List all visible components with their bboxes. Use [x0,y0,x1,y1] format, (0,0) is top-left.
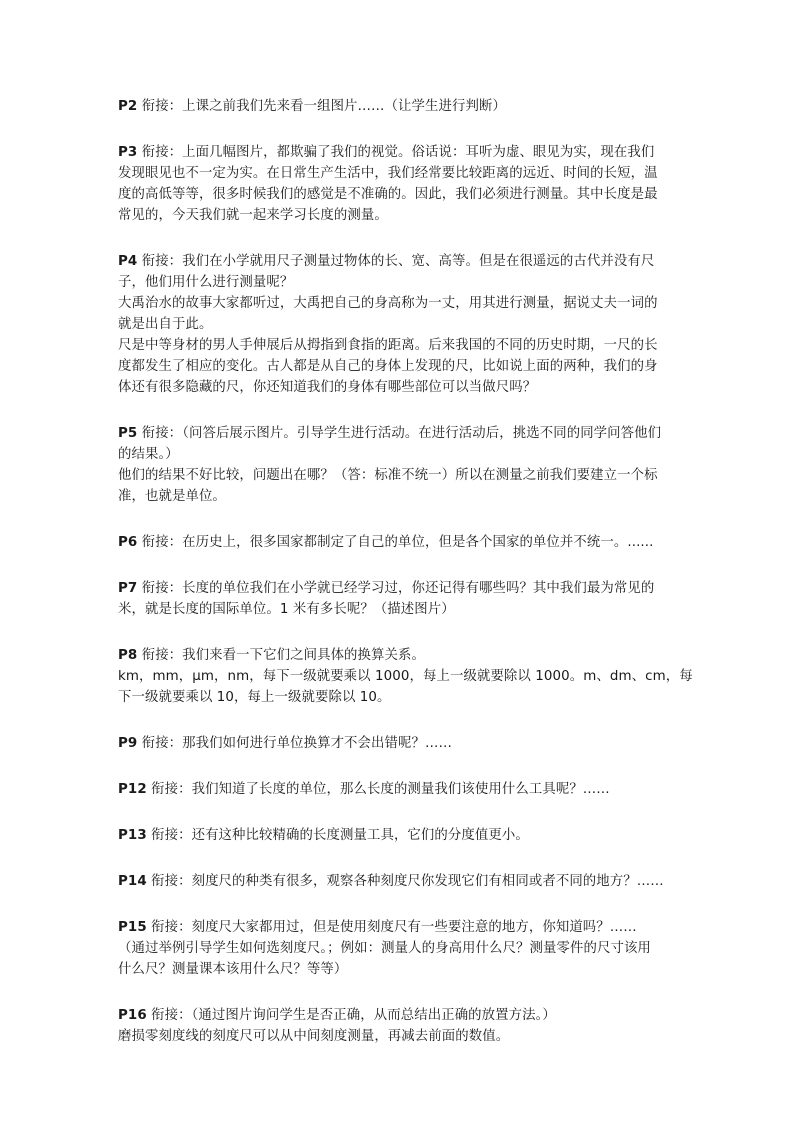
paragraph-p8 [118,645,693,708]
slide-label: P4 [118,254,138,269]
text-line [118,825,678,846]
text-content: 衔接：我们知道了长度的单位，那么长度的测量我们该使用什么工具呢？…… [151,782,610,797]
paragraph-p7 [118,578,678,620]
paragraph-p14 [118,871,678,892]
text-line [118,251,678,272]
text-line: 什么尺？测量课本该用什么尺？等等） [118,962,348,977]
slide-label: P14 [118,874,147,889]
text-line: 常见的，今天我们就一起来学习长度的测量。 [118,208,388,223]
text-content: 衔接：刻度尺大家都用过，但是使用刻度尺有一些要注意的地方，你知道吗？…… [151,920,637,935]
paragraph-p12 [118,779,678,800]
text-content: 衔接：（问答后展示图片。引导学生进行活动。在进行活动后，挑选不同的同学问答他们 [141,426,662,441]
slide-label: P6 [118,535,138,550]
text-line: 的结果。） [118,447,179,462]
paragraph-p3 [118,142,678,226]
text-line [118,733,678,754]
text-line: 子，他们用什么进行测量呢？ [118,275,294,290]
text-line: 下一级就要乘以 10，每上一级就要除以 10。 [118,690,391,705]
text-content: 衔接：我们在小学就用尺子测量过物体的长、宽、高等。但是在很遥远的古代并没有尺 [141,254,655,269]
text-line [118,532,678,553]
text-content: 衔接：（通过图片询问学生是否正确，从而总结出正确的放置方法。） [151,1008,556,1023]
text-line [118,645,678,666]
text-line [118,96,678,117]
text-content: 衔接：在历史上，很多国家都制定了自己的单位，但是各个国家的单位并不统一。...... [141,535,654,550]
text-content: 衔接：长度的单位我们在小学就已经学习过，你还记得有哪些吗？其中我们最为常见的 [141,581,655,596]
text-line: 发现眼见也不一定为实。在日常生产生活中，我们经常要比较距离的远近、时间的长短，温 [118,166,658,181]
text-line [118,578,678,599]
text-line: 就是出自于此。 [118,317,213,332]
paragraph-p2 [118,96,678,117]
paragraph-p6 [118,532,678,553]
slide-label: P13 [118,828,147,843]
paragraph-p4 [118,251,678,398]
slide-label: P16 [118,1008,147,1023]
slide-label: P2 [118,99,138,114]
paragraph-p13 [118,825,678,846]
text-line: 准，也就是单位。 [118,489,226,504]
text-line: 米，就是长度的国际单位。1 米有多长呢？（描述图片） [118,602,455,617]
text-content: 衔接：上课之前我们先来看一组图片……（让学生进行判断） [141,99,506,114]
slide-label: P12 [118,782,147,797]
document-body [118,96,693,1072]
text-line: km，mm，μm，nm，每下一级就要乘以 1000，每上一级就要除以 1000。m、dm、cm，每 [118,669,693,684]
text-line: 磨损零刻度线的刻度尺可以从中间刻度测量，再减去前面的数值。 [118,1029,510,1044]
paragraph-p5 [118,423,678,507]
slide-label: P7 [118,581,138,596]
text-content: 衔接：还有这种比较精确的长度测量工具，它们的分度值更小。 [151,828,529,843]
text-line: 尺是中等身材的男人手伸展后从拇指到食指的距离。后来我国的不同的历史时期，一尺的长 [118,338,658,353]
text-line [118,142,678,163]
text-content: 衔接：刻度尺的种类有很多，观察各种刻度尺你发现它们有相同或者不同的地方？…… [151,874,664,889]
text-line [118,1005,678,1026]
slide-label: P15 [118,920,147,935]
text-line: （通过举例引导学生如何选刻度尺。；例如：测量人的身高用什么尺？测量零件的尺寸该用 [118,941,651,956]
text-content: 衔接：我们来看一下它们之间具体的换算关系。 [141,648,426,663]
slide-label: P9 [118,736,138,751]
text-line [118,871,678,892]
text-line [118,917,678,938]
paragraph-p9 [118,733,678,754]
slide-label: P3 [118,145,138,160]
paragraph-p15 [118,917,678,980]
text-line: 体还有很多隐藏的尺，你还知道我们的身体有哪些部位可以当做尺吗？ [118,380,537,395]
text-line: 他们的结果不好比较，问题出在哪？（答：标准不统一）所以在测量之前我们要建立一个标 [118,468,658,483]
text-line: 大禹治水的故事大家都听过，大禹把自己的身高称为一丈，用其进行测量，据说丈夫一词的 [118,296,658,311]
text-line [118,423,678,444]
slide-label: P5 [118,426,138,441]
text-line [118,779,678,800]
text-content: 衔接：上面几幅图片，都欺骗了我们的视觉。俗话说：耳听为虚、眼见为实，现在我们 [141,145,655,160]
slide-label: P8 [118,648,138,663]
text-content: 衔接：那我们如何进行单位换算才不会出错呢？…… [141,736,452,751]
text-line: 度都发生了相应的变化。古人都是从自己的身体上发现的尺，比如说上面的两种，我们的身 [118,359,658,374]
text-line: 度的高低等等，很多时候我们的感觉是不准确的。因此，我们必须进行测量。其中长度是最 [118,187,658,202]
paragraph-p16 [118,1005,678,1047]
